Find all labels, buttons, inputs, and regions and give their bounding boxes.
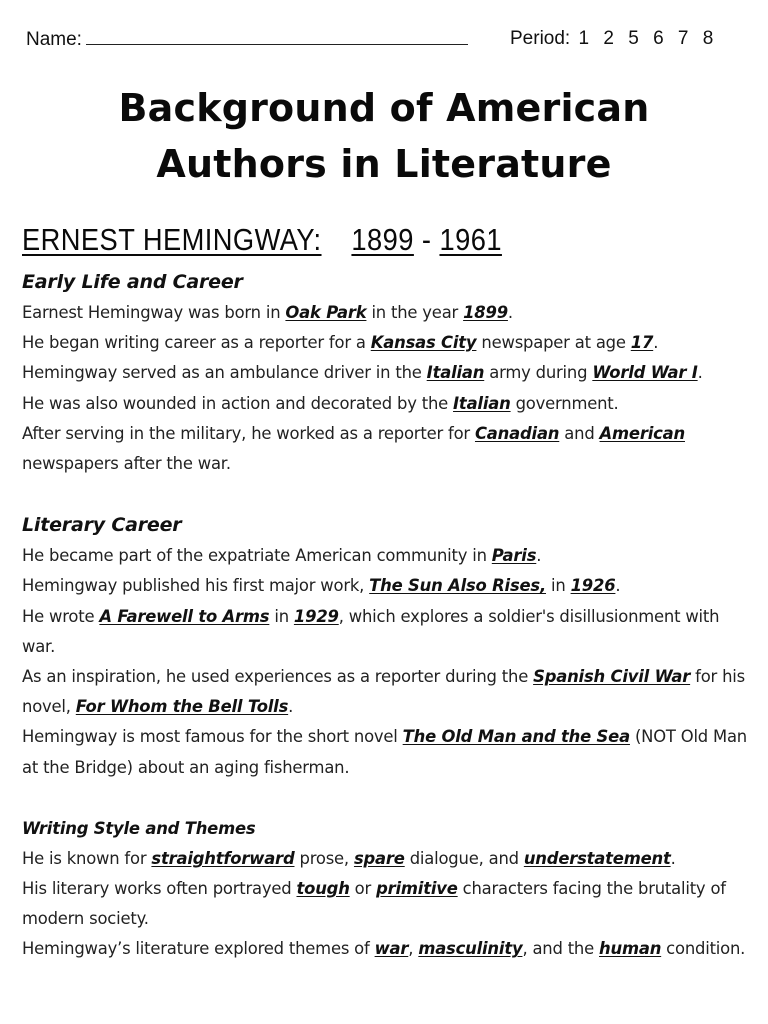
author-dash: - xyxy=(421,222,432,257)
author-birth-year: 1899 xyxy=(351,222,414,257)
sentence: Hemingway’s literature explored themes of war, masculinity, and the human condition. xyxy=(22,939,746,959)
answer-keyword: Canadian xyxy=(474,423,560,443)
author-death-year: 1961 xyxy=(439,222,502,257)
page-title xyxy=(0,80,768,192)
period-selector xyxy=(510,28,713,50)
section-heading-early-life: Early Life and Career xyxy=(22,271,243,293)
answer-keyword: war xyxy=(374,939,409,959)
author-heading xyxy=(22,222,502,258)
answer-keyword: primitive xyxy=(376,879,458,899)
period-option[interactable]: 5 xyxy=(628,28,639,49)
sentence: He began writing career as a reporter for a Kansas City newspaper at age 17. xyxy=(22,333,659,353)
sentence: Hemingway served as an ambulance driver in the Italian army during World War I. xyxy=(22,363,703,383)
answer-keyword: human xyxy=(599,939,662,959)
sentence: His literary works often portrayed tough or primitive characters facing the brutality of modern society. xyxy=(22,879,726,929)
answer-keyword: Paris xyxy=(491,546,537,566)
sentence: Hemingway is most famous for the short novel The Old Man and the Sea (NOT Old Man at the Bridge) about an aging fisherman. xyxy=(22,727,747,777)
answer-keyword: 1926 xyxy=(570,576,616,596)
answer-keyword: masculinity xyxy=(418,939,523,959)
name-label: Name: xyxy=(26,29,82,50)
period-option[interactable]: 8 xyxy=(702,28,714,49)
answer-keyword: 1899 xyxy=(463,303,508,322)
page-title-line-1: Background of American xyxy=(118,86,650,130)
section-heading-literary-career: Literary Career xyxy=(22,514,182,537)
answer-keyword: The Sun Also Rises, xyxy=(369,576,547,596)
sentence: Hemingway published his first major work, The Sun Also Rises, in 1926. xyxy=(22,576,621,596)
sentence: After serving in the military, he worked as a reporter for Canadian and American newspapers after the war. xyxy=(22,423,685,474)
period-option[interactable]: 6 xyxy=(653,28,664,49)
answer-keyword: Kansas City xyxy=(370,333,477,353)
answer-keyword: The Old Man and the Sea xyxy=(402,727,630,747)
answer-keyword: tough xyxy=(296,879,350,899)
answer-keyword: spare xyxy=(353,848,405,868)
answer-keyword: American xyxy=(599,423,685,443)
answer-keyword: understatement xyxy=(523,848,671,868)
name-field[interactable] xyxy=(26,28,468,51)
answer-keyword: Italian xyxy=(453,393,511,413)
sentence: He wrote A Farewell to Arms in 1929, which explores a soldier's disillusionment with war. xyxy=(22,606,720,656)
sentence: He is known for straightforward prose, spare dialogue, and understatement. xyxy=(22,848,676,868)
answer-keyword: 1929 xyxy=(293,606,339,626)
answer-keyword: Italian xyxy=(426,363,485,383)
sentence: Earnest Hemingway was born in Oak Park in the year 1899. xyxy=(22,303,513,322)
worksheet-content xyxy=(22,266,752,965)
period-label: Period: xyxy=(510,28,571,49)
name-blank-line[interactable] xyxy=(86,28,468,45)
answer-keyword: For Whom the Bell Tolls xyxy=(75,697,289,717)
answer-keyword: A Farewell to Arms xyxy=(99,606,270,626)
author-name: ERNEST HEMINGWAY: xyxy=(22,222,322,257)
sentence: As an inspiration, he used experiences as a reporter during the Spanish Civil War for his novel, For Whom the Bell Tolls. xyxy=(22,667,745,717)
section-heading-writing-style: Writing Style and Themes xyxy=(22,818,256,838)
sentence: He was also wounded in action and decorated by the Italian government. xyxy=(22,393,619,413)
sentence: He became part of the expatriate American community in Paris. xyxy=(22,546,542,566)
answer-keyword: Oak Park xyxy=(285,303,367,322)
period-option[interactable]: 1 xyxy=(578,28,590,49)
answer-keyword: straightforward xyxy=(151,848,295,868)
answer-keyword: 17 xyxy=(630,333,654,353)
answer-keyword: World War I xyxy=(592,363,698,383)
answer-keyword: Spanish Civil War xyxy=(533,667,691,687)
page-title-line-2: Authors in Literature xyxy=(156,142,612,186)
period-option[interactable]: 2 xyxy=(603,28,614,49)
period-option[interactable]: 7 xyxy=(677,28,689,49)
